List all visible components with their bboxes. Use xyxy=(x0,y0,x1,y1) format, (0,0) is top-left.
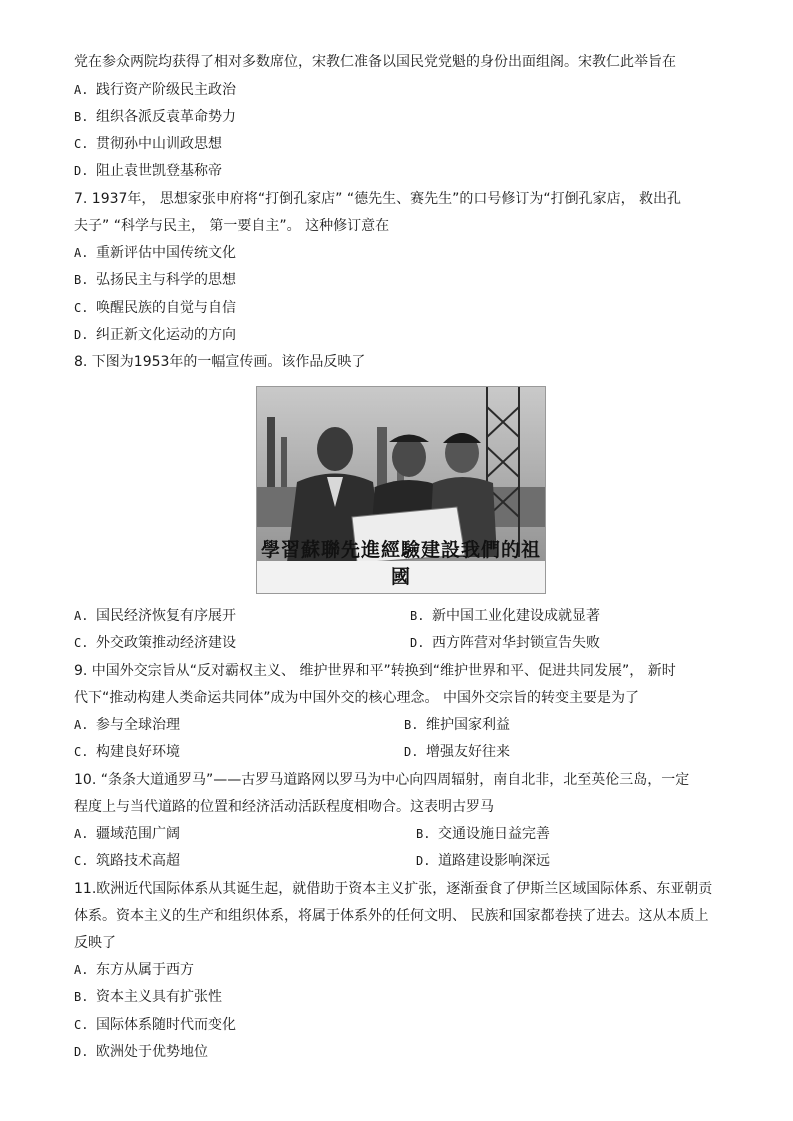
q6-option-b: B. 组织各派反袁革命势力 xyxy=(74,109,236,125)
q10-option-c: C. 筑路技术高超 xyxy=(74,853,180,869)
q9-stem-line2: 代下“推动构建人类命运共同体”成为中国外交的核心理念。 中国外交宗旨的转变主要是为了 xyxy=(74,690,639,706)
q7-option-a: A. 重新评估中国传统文化 xyxy=(74,245,236,261)
q9-option-b: B. 维护国家利益 xyxy=(404,717,510,733)
q11-option-c: C. 国际体系随时代而变化 xyxy=(74,1017,236,1033)
propaganda-poster-image xyxy=(256,386,546,594)
q7-option-c: C. 唤醒民族的自觉与自信 xyxy=(74,300,236,316)
q8-option-d: D. 西方阵营对华封锁宣告失败 xyxy=(410,635,600,651)
q10-option-d: D. 道路建设影响深远 xyxy=(416,853,550,869)
q6-stem-tail: 党在参众两院均获得了相对多数席位，宋教仁准备以国民党党魁的身份出面组阁。宋教仁此举旨在 xyxy=(74,54,676,70)
q9-option-d: D. 增强友好往来 xyxy=(404,744,510,760)
q7-option-d: D. 纠正新文化运动的方向 xyxy=(74,327,236,343)
q10-option-a: A. 疆域范围广阔 xyxy=(74,826,180,842)
q7-stem-line2: 夫子” “科学与民主， 第一要自主”。 这种修订意在 xyxy=(74,218,390,234)
q11-option-a: A. 东方从属于西方 xyxy=(74,962,194,978)
q9-option-a: A. 参与全球治理 xyxy=(74,717,180,733)
q7-stem-line1: 7. 1937年， 思想家张申府将“打倒孔家店” “德先生、赛先生”的口号修订为“打倒孔家店， 救出孔 xyxy=(74,191,682,207)
q7-option-b: B. 弘扬民主与科学的思想 xyxy=(74,272,236,288)
q9-stem-line1: 9. 中国外交宗旨从“反对霸权主义、 维护世界和平”转换到“维护世界和平、促进共同发展”， 新时 xyxy=(74,663,676,679)
q6-option-c: C. 贯彻孙中山训政思想 xyxy=(74,136,222,152)
q11-stem-line2: 体系。资本主义的生产和组织体系，将属于体系外的任何文明、 民族和国家都卷挟了进去。这从本质上 xyxy=(74,908,709,924)
q10-option-b: B. 交通设施日益完善 xyxy=(416,826,550,842)
q11-option-d: D. 欧洲处于优势地位 xyxy=(74,1044,208,1060)
q10-stem-line1: 10. “条条大道通罗马”——古罗马道路网以罗马为中心向四周辐射，南自北非，北至英伦三岛，一定 xyxy=(74,772,690,788)
q10-stem-line2: 程度上与当代道路的位置和经济活动活跃程度相吻合。这表明古罗马 xyxy=(74,799,494,815)
q8-stem: 8. 下图为1953年的一幅宣传画。该作品反映了 xyxy=(74,354,366,370)
q11-stem-line1: 11.欧洲近代国际体系从其诞生起，就借助于资本主义扩张，逐渐蚕食了伊斯兰区域国际体系、东亚朝贡 xyxy=(74,881,713,897)
q6-option-d: D. 阻止袁世凯登基称帝 xyxy=(74,163,222,179)
poster-caption: 學習蘇聯先進經驗建設我們的祖國 xyxy=(260,539,541,588)
q8-option-a: A. 国民经济恢复有序展开 xyxy=(74,608,236,624)
q11-stem-line3: 反映了 xyxy=(74,935,116,951)
q8-option-b: B. 新中国工业化建设成就显著 xyxy=(410,608,600,624)
q9-option-c: C. 构建良好环境 xyxy=(74,744,180,760)
q8-option-c: C. 外交政策推动经济建设 xyxy=(74,635,236,651)
q11-option-b: B. 资本主义具有扩张性 xyxy=(74,989,222,1005)
q6-option-a: A. 践行资产阶级民主政治 xyxy=(74,82,236,98)
